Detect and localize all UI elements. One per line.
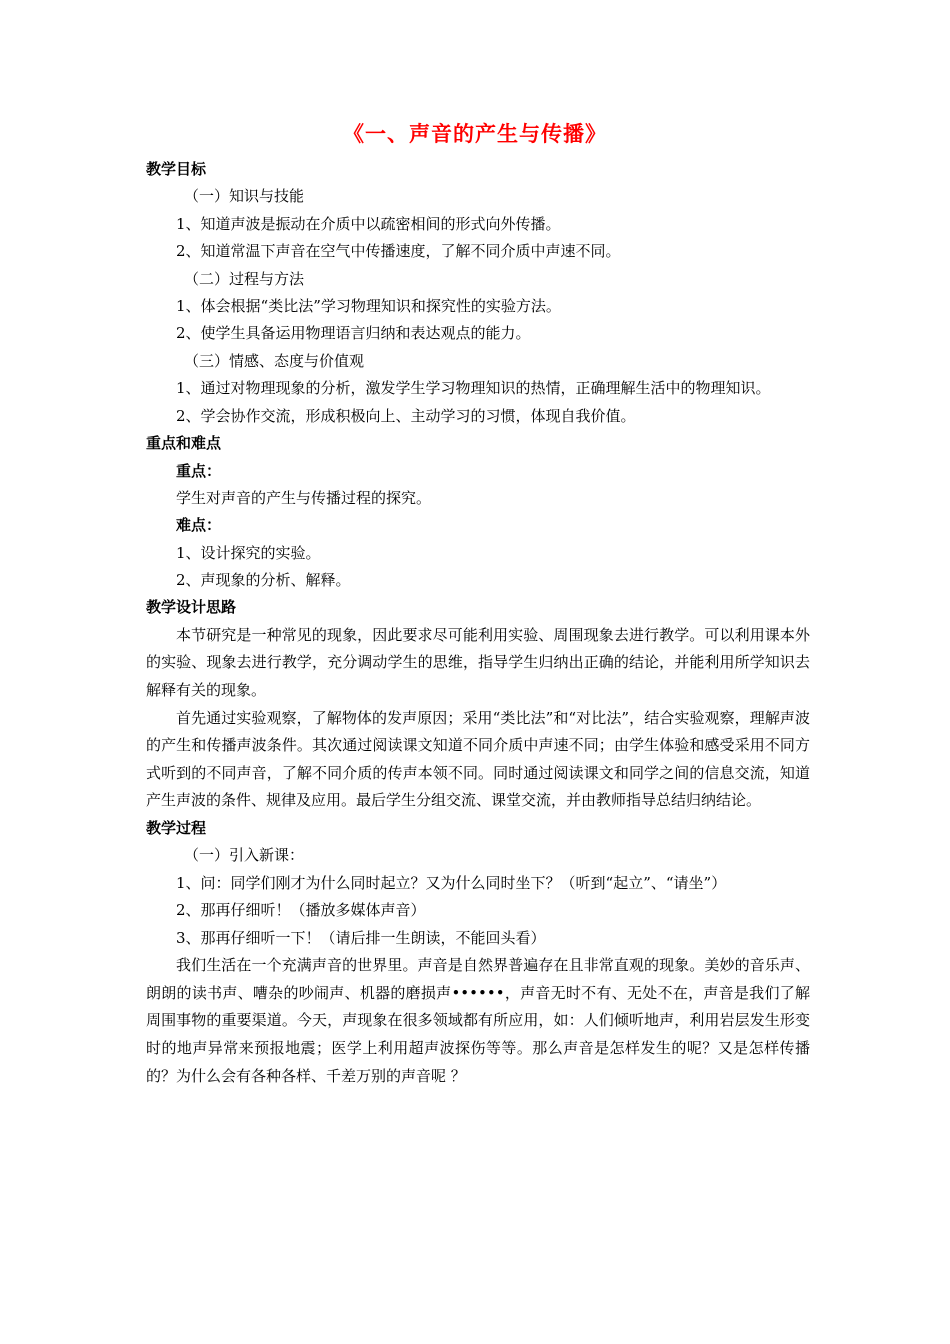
section-heading-process: 教学过程 <box>146 819 207 837</box>
list-item: 2、那再仔细听！（播放多媒体声音） <box>176 901 426 920</box>
list-item: 3、那再仔细听一下！（请后排一生朗读，不能回头看） <box>176 928 546 947</box>
section-heading-key-points: 重点和难点 <box>146 434 222 453</box>
list-item: 1、体会根据“类比法”学习物理知识和探究性的实验方法。 <box>176 296 561 315</box>
list-item: 1、问：同学们刚才为什么同时起立？又为什么同时坐下？（听到“起立”、“请坐”） <box>176 873 727 892</box>
subheading-emotion-values: （三）情感、态度与价值观 <box>184 351 365 370</box>
list-item: 1、设计探究的实验。 <box>176 543 321 562</box>
document-body <box>146 156 810 1090</box>
design-paragraph-2: 首先通过实验观察，了解物体的发声原因；采用“类比法”和“对比法”，结合实验观察，理解声波的产生和传播声波条件。其次通过阅读课文知道不同介质中声速不同；由学生体验和感受采用不同方式听到的不同声音，了解不同介质的传声本领不同。同时通过阅读课文和同学之间的信息交流，知道产生声波的条件、规律及应用。最后学生分组交流、课堂交流，并由教师指导总结归纳结论。 <box>146 708 810 810</box>
subheading-intro: （一）引入新课： <box>184 846 305 865</box>
subheading-knowledge: （一）知识与技能 <box>184 187 305 206</box>
document-title: 《一、声音的产生与传播》 <box>343 122 607 146</box>
difficulty-label: 难点： <box>176 516 222 535</box>
list-item: 1、通过对物理现象的分析，激发学生学习物理知识的热情，正确理解生活中的物理知识。 <box>176 379 771 398</box>
list-item: 2、知道常温下声音在空气中传播速度，了解不同介质中声速不同。 <box>176 242 621 261</box>
list-item: 2、学会协作交流，形成积极向上、主动学习的习惯，体现自我价值。 <box>176 406 636 425</box>
list-item: 1、知道声波是振动在介质中以疏密相间的形式向外传播。 <box>176 214 561 233</box>
focus-text: 学生对声音的产生与传播过程的探究。 <box>176 488 432 507</box>
section-heading-objectives: 教学目标 <box>146 160 207 178</box>
process-paragraph: 我们生活在一个充满声音的世界里。声音是自然界普遍存在且非常直观的现象。美妙的音乐声、朗朗的读书声、嘈杂的吵闹声、机器的磨损声••••••，声音无时不有、无处不在，声音是我们了解周围事物的重要渠道。今天，声现象在很多领域都有所应用，如：人们倾听地声，利用岩层发生形变时的地声异常来预报地震；医学上利用超声波探伤等等。那么声音是怎样发生的呢？又是怎样传播的？为什么会有各种各样、千差万别的声音呢 ？ <box>146 956 810 1085</box>
focus-label: 重点： <box>176 461 222 480</box>
list-item: 2、声现象的分析、解释。 <box>176 571 351 590</box>
subheading-process-method: （二）过程与方法 <box>184 269 305 288</box>
list-item: 2、使学生具备运用物理语言归纳和表达观点的能力。 <box>176 324 531 343</box>
section-heading-design: 教学设计思路 <box>146 598 237 617</box>
design-paragraph-1: 本节研究是一种常见的现象，因此要求尽可能利用实验、周围现象去进行教学。可以利用课本外的实验、现象去进行教学，充分调动学生的思维，指导学生归纳出正确的结论，并能利用所学知识去解释有关的现象。 <box>146 625 810 700</box>
